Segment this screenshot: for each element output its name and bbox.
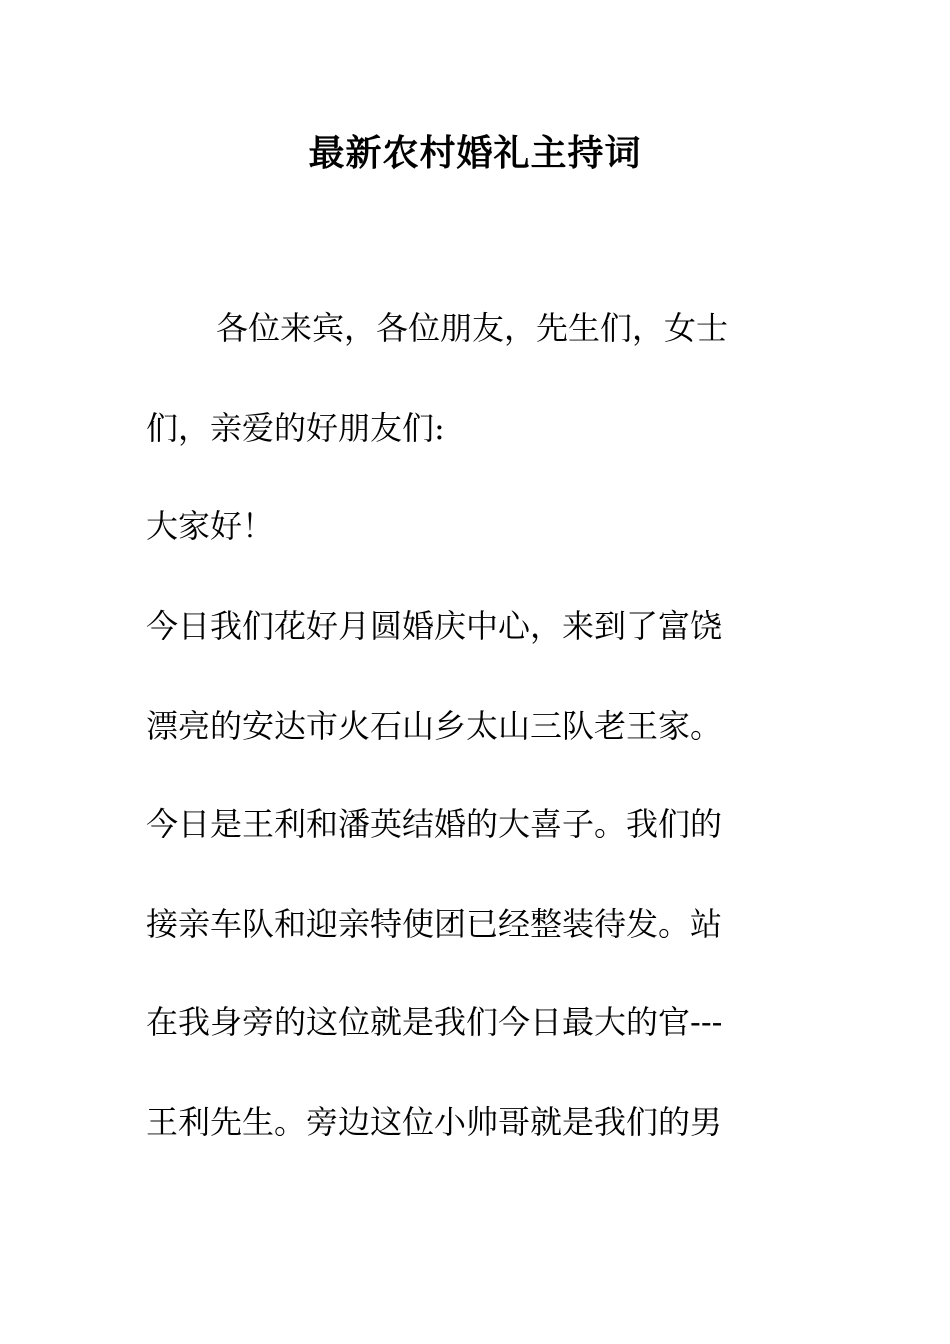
body-line-2: 们，亲爱的好朋友们: [146, 409, 445, 447]
body-line-1: 各位来宾，各位朋友，先生们，女士 [216, 309, 729, 347]
body-line-8: 在我身旁的这位就是我们今日最大的官--- [146, 1003, 723, 1041]
body-line-9: 王利先生。旁边这位小帅哥就是我们的男 [146, 1103, 723, 1141]
body-line-3: 大家好！ [146, 507, 275, 545]
document-title: 最新农村婚礼主持词 [308, 133, 642, 174]
body-line-4: 今日我们花好月圆婚庆中心，来到了富饶 [146, 607, 723, 645]
body-line-7: 接亲车队和迎亲特使团已经整装待发。站 [146, 905, 723, 943]
body-line-5: 漂亮的安达市火石山乡太山三队老王家。 [146, 707, 723, 745]
body-line-6: 今日是王利和潘英结婚的大喜子。我们的 [146, 805, 723, 843]
